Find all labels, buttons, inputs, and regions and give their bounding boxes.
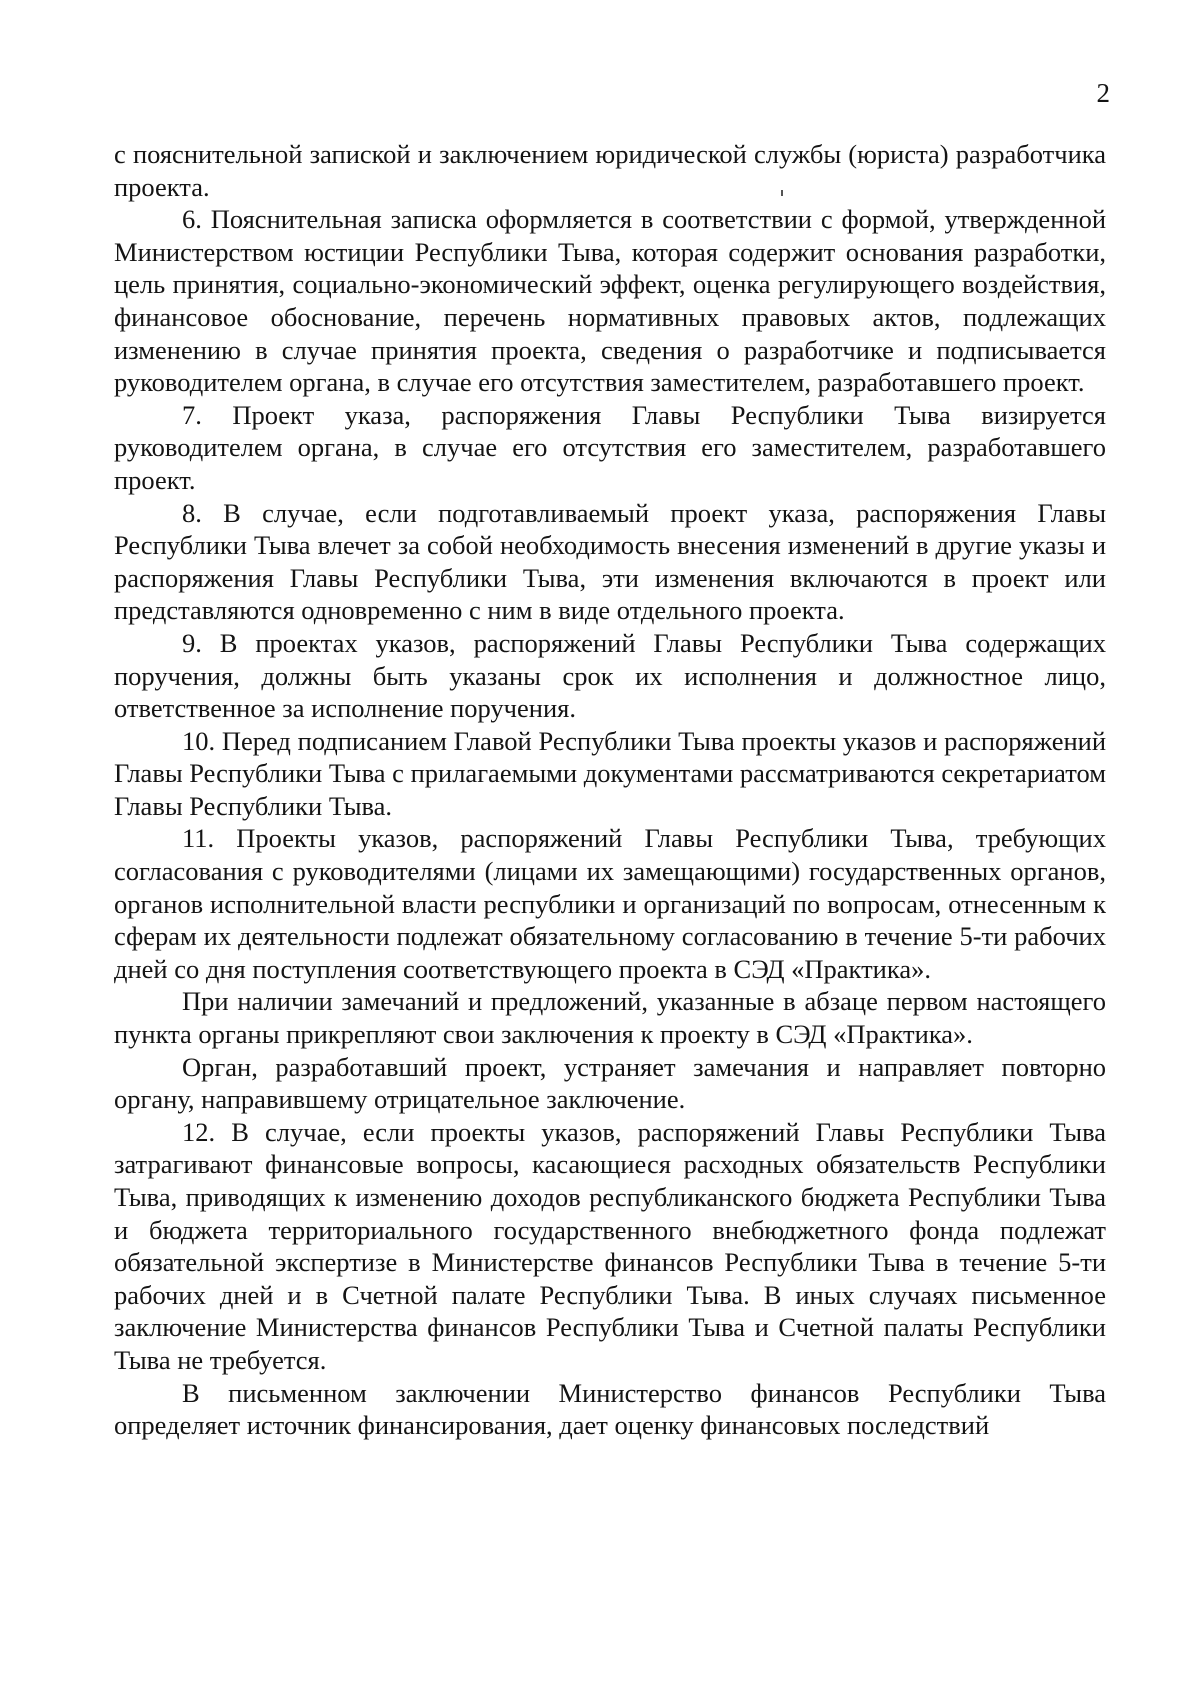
page-number: 2 xyxy=(1096,78,1110,108)
paragraph-item-7: 7. Проект указа, распоряжения Главы Республики Тыва визируется руководителем органа, в случае его отсутствия его заместителем, разработавшего проект. xyxy=(114,399,1106,495)
paragraph-item-11: 11. Проекты указов, распоряжений Главы Республики Тыва, требующих согласования с руководителями (лицами их замещающими) государственных органов, органов исполнительной власти республики и организаций по вопросам, отнесенным к сферам их деятельности подлежат обязательному согласованию в течение 5-ти рабочих дней со дня поступления соответствующего проекта в СЭД «Практика». xyxy=(114,823,1106,984)
document-body xyxy=(114,138,1106,1442)
paragraph-item-11-resubmit: Орган, разработавший проект, устраняет замечания и направляет повторно органу, направившему отрицательное заключение. xyxy=(114,1051,1106,1115)
paragraph-item-10: 10. Перед подписанием Главой Республики Тыва проекты указов и распоряжений Главы Республики Тыва с прилагаемыми документами рассматриваются секретариатом Главы Республики Тыва. xyxy=(114,725,1106,821)
paragraph-item-6: 6. Пояснительная записка оформляется в соответствии с формой, утвержденной Министерством юстиции Республики Тыва, которая содержит основания разработки, цель принятия, социально-экономический эффект, оценка регулирующего воздействия, финансовое обоснование, перечень нормативных правовых актов, подлежащих изменению в случае принятия проекта, сведения о разработчике и подписывается руководителем органа, в случае его отсутствия заместителем, разработавшего проект. xyxy=(114,204,1106,398)
paragraph-item-11-remarks: При наличии замечаний и предложений, указанные в абзаце первом настоящего пункта органы прикрепляют свои заключения к проекту в СЭД «Практика». xyxy=(114,986,1106,1050)
paragraph-continuation: с пояснительной запиской и заключением юридической службы (юриста) разработчика проекта. xyxy=(114,139,1106,202)
paragraph-item-8: 8. В случае, если подготавливаемый проект указа, распоряжения Главы Республики Тыва влечет за собой необходимость внесения изменений в другие указы и распоряжения Главы Республики Тыва, эти изменения включаются в проект или представляются одновременно с ним в виде отдельного проекта. xyxy=(114,497,1106,626)
paragraph-item-9: 9. В проектах указов, распоряжений Главы Республики Тыва содержащих поручения, должны быть указаны срок их исполнения и должностное лицо, ответственное за исполнение поручения. xyxy=(114,627,1106,724)
paragraph-item-12: 12. В случае, если проекты указов, распоряжений Главы Республики Тыва затрагивают финансовые вопросы, касающиеся расходных обязательств Республики Тыва, приводящих к изменению доходов республиканского бюджета Республики Тыва и бюджета территориального государственного внебюджетного фонда подлежат обязательной экспертизе в Министерстве финансов Республики Тыва в течение 5-ти рабочих дней и в Счетной палате Республики Тыва. В иных случаях письменное заключение Министерства финансов Республики Тыва и Счетной палаты Республики Тыва не требуется. xyxy=(114,1116,1106,1375)
paragraph-item-12-conclusion: В письменном заключении Министерство финансов Республики Тыва определяет источник финансирования, дает оценку финансовых последствий xyxy=(114,1377,1106,1441)
